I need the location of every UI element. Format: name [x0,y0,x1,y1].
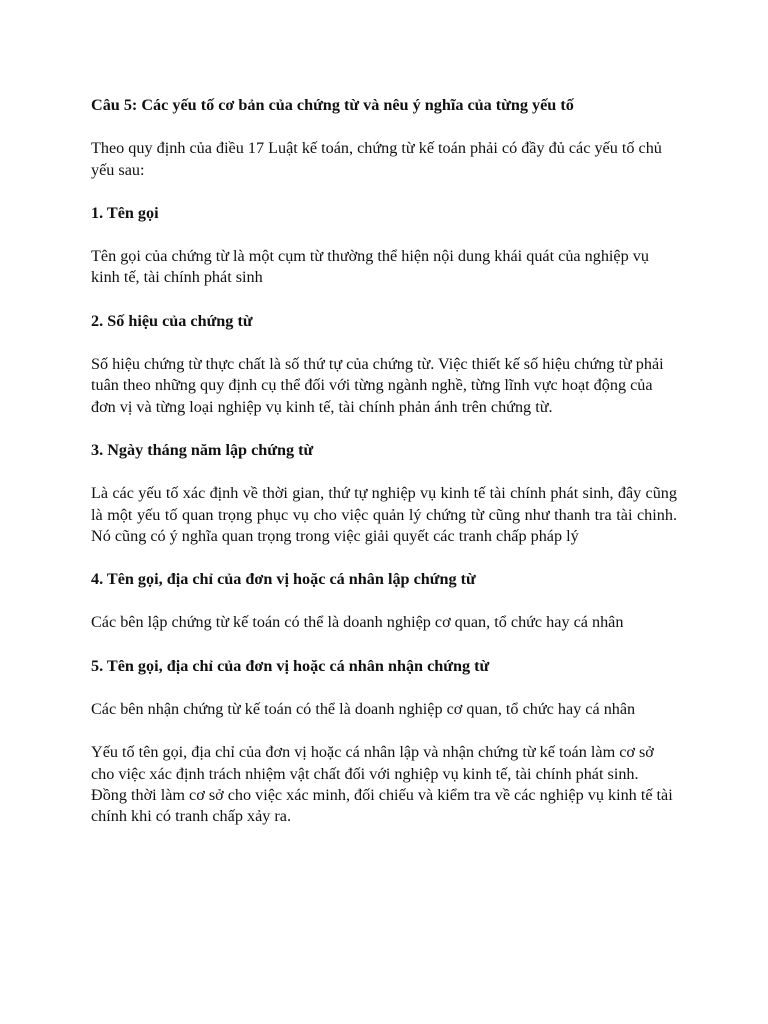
document-page [91,95,677,828]
section-1-heading: 1. Tên gọi [91,203,159,222]
section-3-body: Là các yếu tố xác định về thời gian, thứ tự nghiệp vụ kinh tế tài chính phát sinh, đây cũng là một yếu tố quan trọng phục vụ cho việc quản lý chứng từ cũng như thanh tra tài chinh. Nó cũng có ý nghĩa quan trọng trong việc giải quyết các tranh chấp pháp lý [91,484,677,545]
section-2-heading: 2. Số hiệu của chứng từ [91,311,253,330]
section-3-heading: 3. Ngày tháng năm lập chứng từ [91,440,314,459]
document-title: Câu 5: Các yếu tố cơ bản của chứng từ và nêu ý nghĩa của từng yếu tố [91,96,574,114]
section-2-body: Số hiệu chứng từ thực chất là số thứ tự của chứng từ. Việc thiết kế số hiệu chứng từ phải tuân theo những quy định cụ thể đối với từng ngành nghề, từng lĩnh vực hoạt động của đơn vị và từng loại nghiệp vụ kinh tế, tài chính phản ánh trên chứng từ. [91,355,664,416]
intro-paragraph: Theo quy định của điều 17 Luật kế toán, chứng từ kế toán phải có đầy đủ các yếu tố chủ yếu sau: [91,139,662,179]
section-4-heading: 4. Tên gọi, địa chỉ của đơn vị hoặc cá nhân lập chứng từ [91,570,476,589]
section-5-body: Các bên nhận chứng từ kế toán có thể là doanh nghiệp cơ quan, tổ chức hay cá nhân [91,700,636,719]
section-4-body: Các bên lập chứng từ kế toán có thể là doanh nghiệp cơ quan, tổ chức hay cá nhân [91,613,624,632]
section-5-heading: 5. Tên gọi, địa chỉ của đơn vị hoặc cá nhân nhận chứng từ [91,656,490,675]
section-1-body: Tên gọi của chứng từ là một cụm từ thường thể hiện nội dung khái quát của nghiệp vụ kinh tế, tài chính phát sinh [91,247,649,287]
closing-paragraph: Yếu tố tên gọi, địa chỉ của đơn vị hoặc cá nhân lập và nhận chứng từ kế toán làm cơ sở cho việc xác định trách nhiệm vật chất đối với nghiệp vụ kinh tế, tài chính phát sinh. Đồng thời làm cơ sở cho việc xác minh, đối chiếu và kiểm tra về các nghiệp vụ kinh tế tài chính khi có tranh chấp xảy ra. [91,743,673,826]
